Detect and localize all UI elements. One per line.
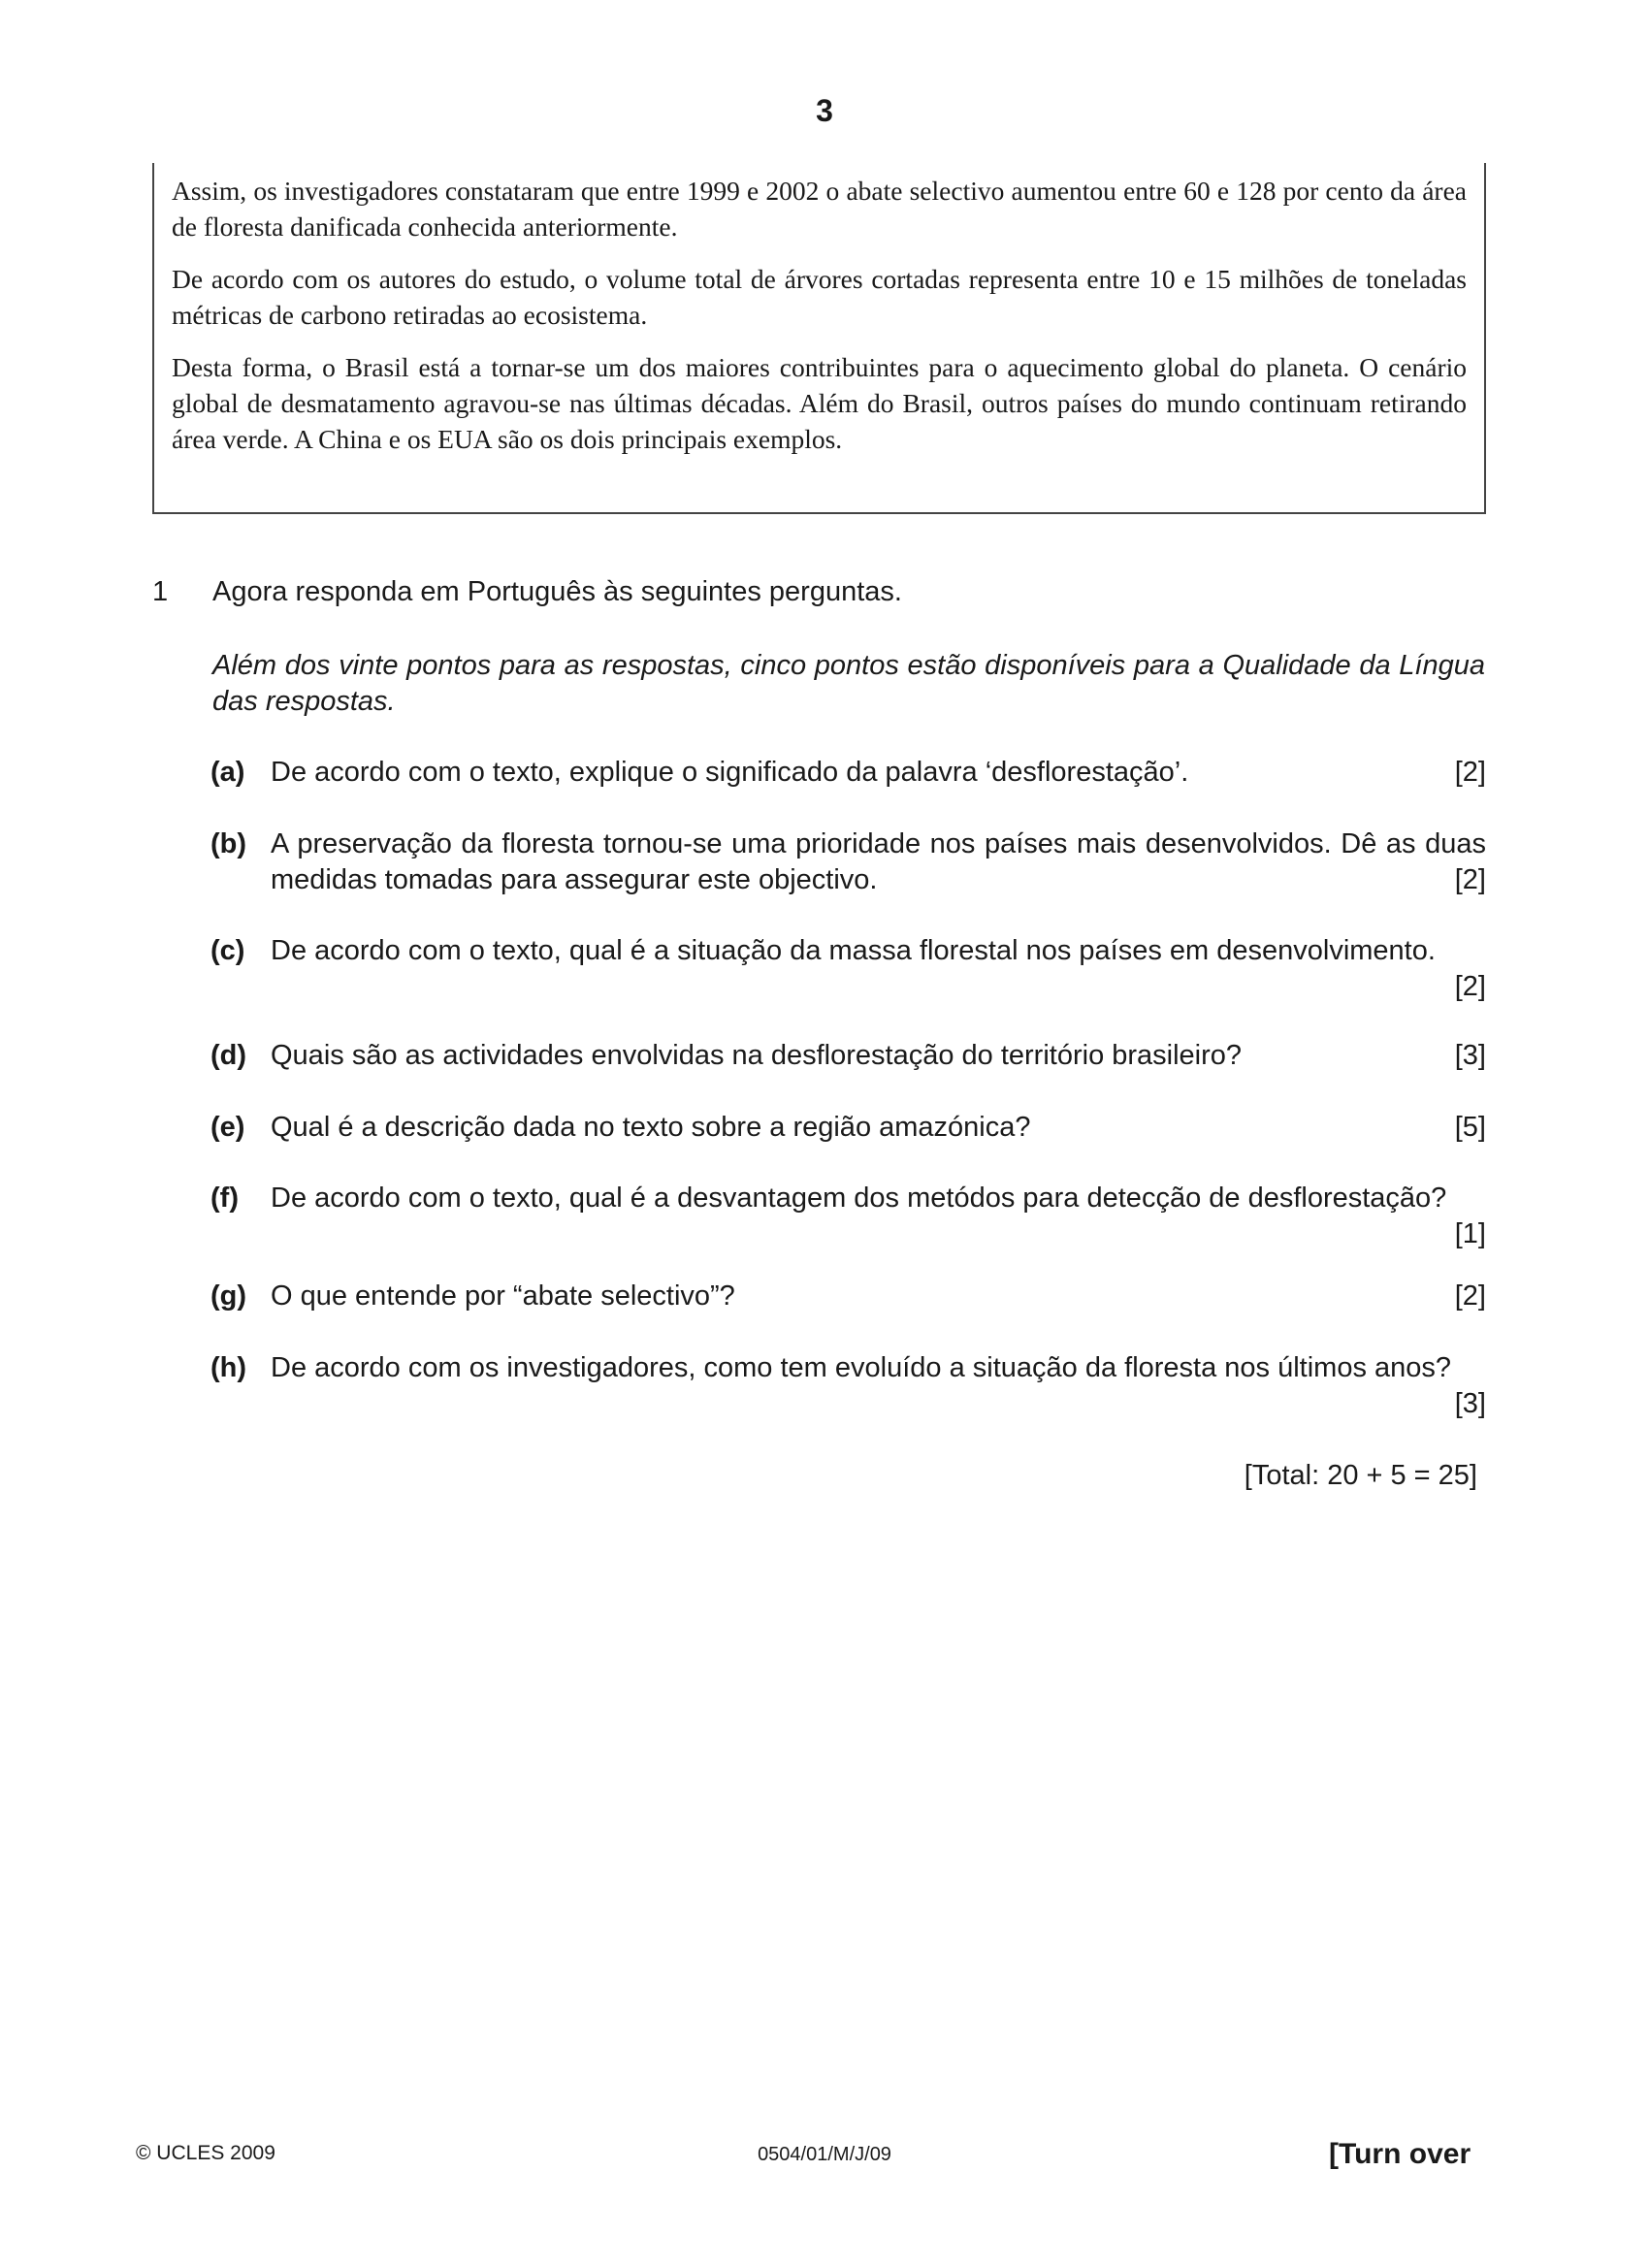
sub-question-b xyxy=(210,826,1486,898)
sub-question-label: (f) xyxy=(210,1183,239,1214)
sub-question-text: De acordo com o texto, explique o significado da palavra ‘desflorestação’. xyxy=(271,757,1189,788)
sub-question-label: (h) xyxy=(210,1352,247,1383)
sub-question-a xyxy=(210,755,1486,791)
sub-question-d xyxy=(210,1038,1486,1074)
sub-question-label: (b) xyxy=(210,828,247,859)
sub-question-text: De acordo com os investigadores, como tem evoluído a situação da floresta nos últimos anos? xyxy=(271,1352,1452,1383)
marks: [1] xyxy=(1454,1218,1486,1249)
marks: [2] xyxy=(1454,1280,1486,1312)
sub-question-text: Qual é a descrição dada no texto sobre a região amazónica? xyxy=(271,1112,1031,1143)
sub-question-text: O que entende por “abate selectivo”? xyxy=(271,1280,735,1312)
sub-question-label: (g) xyxy=(210,1280,247,1312)
paper-code: 0504/01/M/J/09 xyxy=(758,2144,891,2165)
page-number: 3 xyxy=(816,93,833,128)
passage-box xyxy=(152,163,1486,514)
turn-over: [Turn over xyxy=(1329,2138,1471,2170)
sub-question-label: (d) xyxy=(210,1040,247,1071)
sub-question-e xyxy=(210,1110,1486,1146)
copyright: © UCLES 2009 xyxy=(136,2142,275,2164)
marks: [5] xyxy=(1454,1112,1486,1143)
question-intro: Agora responda em Português às seguintes perguntas. xyxy=(212,576,902,607)
sub-question-f xyxy=(210,1181,1486,1252)
sub-question-label: (e) xyxy=(210,1112,245,1143)
sub-question-g xyxy=(210,1279,1486,1314)
passage-paragraph: Desta forma, o Brasil está a tornar-se um dos maiores contribuintes para o aquecimento global do planeta. O cenário global de desmatamento agravou-se nas últimas décadas. Além do Brasil, outros países do mundo continuam retirando área verde. A China e os EUA são os dois principais exemplos. xyxy=(172,352,1467,454)
marks: [2] xyxy=(1454,864,1486,895)
sub-question-h xyxy=(210,1350,1486,1422)
marks: [3] xyxy=(1454,1040,1486,1071)
sub-question-c xyxy=(210,933,1486,1005)
sub-question-label: (c) xyxy=(210,935,245,966)
sub-question-text: Quais são as actividades envolvidas na desflorestação do território brasileiro? xyxy=(271,1040,1243,1071)
passage-paragraph: Assim, os investigadores constataram que entre 1999 e 2002 o abate selectivo aumentou entre 60 e 128 por cento da área de floresta danificada conhecida anteriormente. xyxy=(172,176,1467,242)
sub-question-label: (a) xyxy=(210,757,245,788)
sub-question-text: A preservação da floresta tornou-se uma prioridade nos países mais desenvolvidos. Dê as duas medidas tomadas para assegurar este objectivo. xyxy=(271,828,1486,895)
marks: [2] xyxy=(1454,757,1486,788)
question-number: 1 xyxy=(152,576,169,607)
sub-question-text: De acordo com o texto, qual é a situação da massa florestal nos países em desenvolvimento. xyxy=(271,935,1436,966)
marks: [3] xyxy=(1454,1388,1486,1419)
marks: [2] xyxy=(1454,971,1486,1002)
passage-paragraph: De acordo com os autores do estudo, o volume total de árvores cortadas representa entre 10 e 15 milhões de toneladas métricas de carbono retiradas ao ecosistema. xyxy=(172,264,1467,330)
total-marks: [Total: 20 + 5 = 25] xyxy=(1244,1460,1477,1491)
question-instruction: Além dos vinte pontos para as respostas, cinco pontos estão disponíveis para a Qualidade da Língua das respostas. xyxy=(212,650,1485,717)
sub-question-text: De acordo com o texto, qual é a desvantagem dos metódos para detecção de desflorestação? xyxy=(271,1183,1447,1214)
